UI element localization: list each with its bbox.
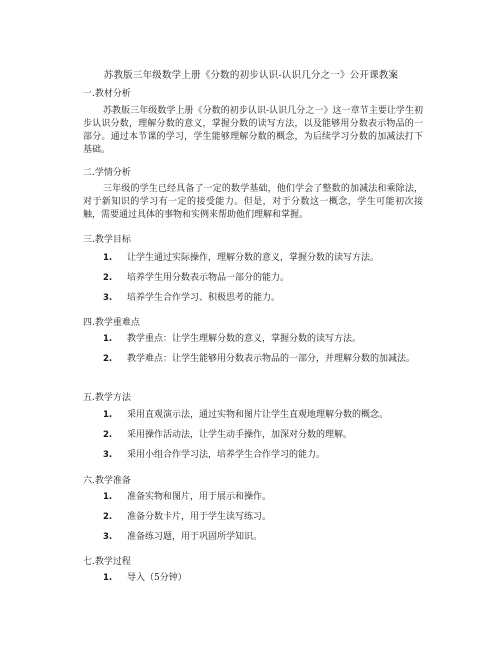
list-item-text: 培养学生合作学习、积极思考的能力。 [127,293,281,303]
list-item [83,353,423,366]
list-item-number: 3. [103,450,113,460]
list-item [83,252,423,265]
list-item-number: 2. [103,273,113,283]
section-paragraph-textbook-analysis: 苏教版三年级数学上册《分数的初步认识-认识几分之一》这一章节主要让学生初步认识分数，理解分数的意义，掌握分数的读写方法，以及能够用分数表示物品的一部分。通过本节课的学习，学生能够理解分数的概念，为后续学习分数的加减法打下基础。 [83,106,423,155]
list-item [83,292,423,305]
list-item-text: 教学难点：让学生能够用分数表示物品的一部分，并理解分数的加减法。 [127,354,416,364]
list-item [83,333,423,346]
section-heading-student-analysis: 二.学情分析 [83,168,131,178]
list-item-text: 采用操作活动法，让学生动手操作，加深对分数的理解。 [127,430,353,440]
list-item-text: 采用小组合作学习法，培养学生合作学习的能力。 [127,450,326,460]
list-item-text: 准备分数卡片，用于学生读写练习。 [127,512,272,522]
list-item-text: 培养学生用分数表示物品一部分的能力。 [127,273,290,283]
list-item-number: 3. [103,293,113,303]
list-item-text: 准备练习题，用于巩固所学知识。 [127,532,263,542]
list-item [83,511,423,524]
list-item [83,491,423,504]
section-heading-textbook-analysis: 一.教材分析 [83,89,131,99]
section-heading-key-points: 四.教学重难点 [83,318,140,328]
section-heading-teaching-methods: 五.教学方法 [83,393,131,403]
list-item-number: 1. [103,410,113,420]
list-item-text: 准备实物和图片，用于展示和操作。 [127,492,272,502]
list-item [83,272,423,285]
section-heading-teaching-process: 七.教学过程 [83,557,131,567]
list-item-number: 1. [103,492,113,502]
document-title: 苏教版三年级数学上册《分数的初步认识-认识几分之一》公开课教案 [103,70,399,81]
list-item-text: 教学重点：让学生理解分数的意义，掌握分数的读写方法。 [127,334,362,344]
list-item-number: 1. [103,334,113,344]
list-item-text: 导入（5分钟） [127,573,187,583]
list-item-number: 1. [103,253,113,263]
section-heading-preparation: 六.教学准备 [83,476,131,486]
list-item-number: 2. [103,430,113,440]
list-item-text: 采用直观演示法，通过实物和图片让学生直观地理解分数的概念。 [127,410,389,420]
list-item-number: 1. [103,573,113,583]
list-item-number: 2. [103,354,113,364]
list-item-number: 3. [103,532,113,542]
list-item [83,429,423,442]
list-item-number: 2. [103,512,113,522]
section-heading-teaching-goals: 三.教学目标 [83,235,131,245]
list-item-text: 让学生通过实际操作，理解分数的意义，掌握分数的读写方法。 [127,253,380,263]
list-item [83,531,423,544]
section-paragraph-student-analysis: 三年级的学生已经具备了一定的数学基础，他们学会了整数的加减法和乘除法，对于新知识的学习有一定的接受能力。但是，对于分数这一概念，学生可能初次接触，需要通过具体的事物和实例来帮助他们理解和掌握。 [83,184,423,220]
list-item [83,409,423,422]
list-item [83,572,423,585]
list-item [83,449,423,462]
